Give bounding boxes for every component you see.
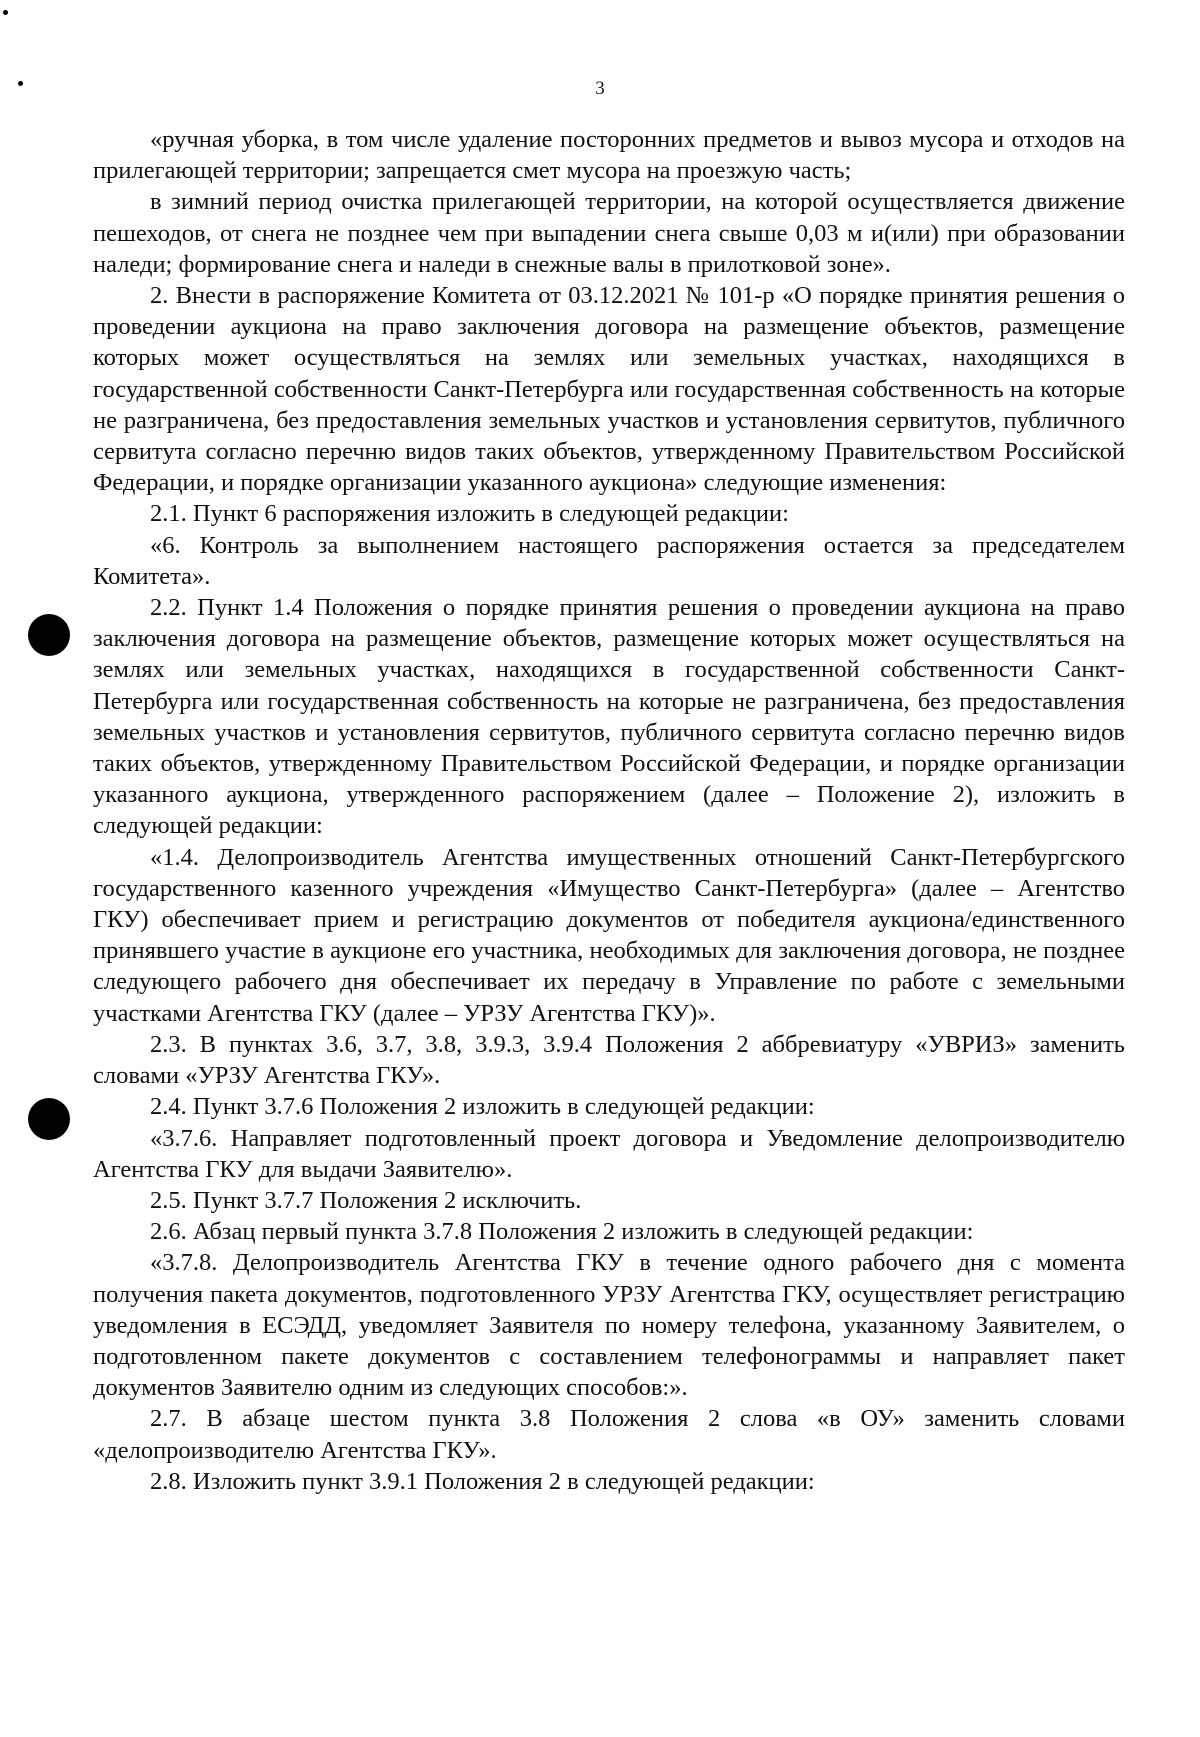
scan-speck <box>3 10 8 15</box>
paragraph-item-2-5: 2.5. Пункт 3.7.7 Положения 2 исключить. <box>150 1186 582 1214</box>
paragraph-item-2-8: 2.8. Изложить пункт 3.9.1 Положения 2 в следующей редакции: <box>150 1467 815 1495</box>
paragraph-manual-cleaning: «ручная уборка, в том числе удаление посторонних предметов и вывоз мусора и отходов на прилегающей территории; запрещается смет мусора на проезжую часть; <box>93 126 1125 185</box>
paragraph-item-2-2: 2.2. Пункт 1.4 Положения о порядке принятия решения о проведении аукциона на право заключения договора на размещение объектов, размещение которых может осуществляться на землях или земельных участках, находящихся в государственной собственности Санкт-Петербурга или государственная собственность на которые не разграничена, без предоставления земельных участков и установления сервитутов, публичного сервитута согласно перечню видов таких объектов, утвержденному Правительством Российской Федерации, и порядке организации указанного аукциона, утвержденного распоряжением (далее – Положение 2), изложить в следующей редакции: <box>93 594 1125 840</box>
paragraph-item-6-quote: «6. Контроль за выполнением настоящего распоряжения остается за председателем Комитета». <box>93 531 1125 590</box>
paragraph-item-2-3: 2.3. В пунктах 3.6, 3.7, 3.8, 3.9.3, 3.9.4 Положения 2 аббревиатуру «УВРИЗ» заменить словами «УРЗУ Агентства ГКУ». <box>93 1030 1125 1090</box>
paragraph-item-2: 2. Внести в распоряжение Комитета от 03.12.2021 № 101-р «О порядке принятия решения о проведении аукциона на право заключения договора на размещение объектов, размещение которых может осуществляться на землях или земельных участках, находящихся в государственной собственности Санкт-Петербурга или государственная собственность на которые не разграничена, без предоставления земельных участков и установления сервитутов, публичного сервитута согласно перечню видов таких объектов, утвержденному Правительством Российской Федерации, и порядке организации указанного аукциона» следующие изменения: <box>93 282 1125 497</box>
paragraph-item-2-6: 2.6. Абзац первый пункта 3.7.8 Положения 2 изложить в следующей редакции: <box>150 1218 974 1246</box>
paragraph-item-3-7-6-quote: «3.7.6. Направляет подготовленный проект договора и Уведомление делопроизводителю Агентства ГКУ для выдачи Заявителю». <box>93 1124 1125 1183</box>
paragraph-item-2-1: 2.1. Пункт 6 распоряжения изложить в следующей редакции: <box>150 500 789 528</box>
punch-hole-mark <box>28 1098 70 1140</box>
paragraph-item-3-7-8-quote: «3.7.8. Делопроизводитель Агентства ГКУ в течение одного рабочего дня с момента получения пакета документов, подготовленного УРЗУ Агентства ГКУ, осуществляет регистрацию уведомления в ЕСЭДД, уведомляет Заявителя по номеру телефона, указанному Заявителем, о подготовленном пакете документов с составлением телефонограммы и направляет пакет документов Заявителю одним из следующих способов:». <box>93 1249 1125 1402</box>
paragraph-item-2-7: 2.7. В абзаце шестом пункта 3.8 Положения 2 слова «в ОУ» заменить словами «делопроизводителю Агентства ГКУ». <box>93 1405 1125 1464</box>
punch-hole-mark <box>28 614 70 656</box>
page-number: 3 <box>595 78 605 99</box>
paragraph-item-2-4: 2.4. Пункт 3.7.6 Положения 2 изложить в следующей редакции: <box>150 1093 815 1121</box>
paragraph-winter-cleaning: в зимний период очистка прилегающей территории, на которой осуществляется движение пешеходов, от снега не позднее чем при выпадении снега свыше 0,03 м и(или) при образовании наледи; формирование снега и наледи в снежные валы в прилотковой зоне». <box>93 188 1125 278</box>
paragraph-item-1-4-quote: «1.4. Делопроизводитель Агентства имущественных отношений Санкт-Петербургского государственного казенного учреждения «Имущество Санкт-Петербурга» (далее – Агентство ГКУ) обеспечивает прием и регистрацию документов от победителя аукциона/единственного принявшего участие в аукционе его участника, необходимых для заключения договора, не позднее следующего рабочего дня обеспечивает их передачу в Управление по работе с земельными участками Агентства ГКУ (далее – УРЗУ Агентства ГКУ)». <box>93 843 1125 1027</box>
document-body <box>93 124 1125 1497</box>
